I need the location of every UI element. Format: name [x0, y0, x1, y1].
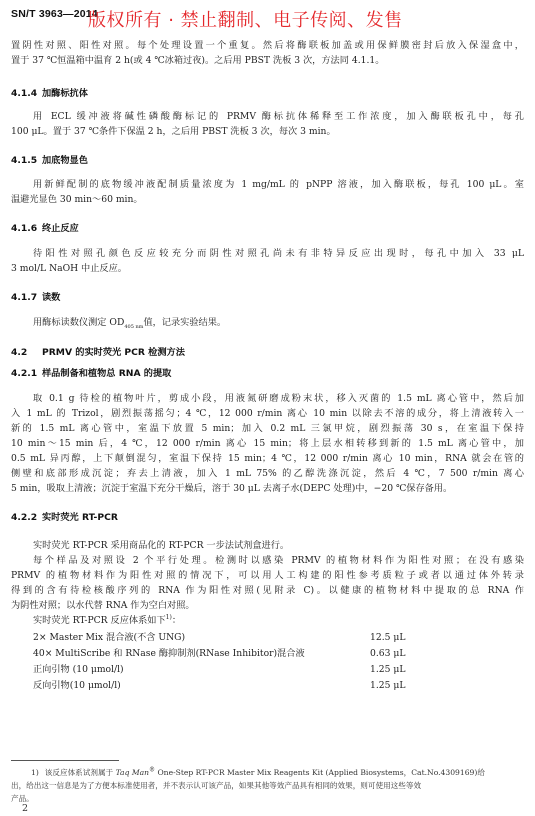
section-title: 终止反应	[42, 223, 79, 234]
s422-para-2-line: PRMV 的植物材料作为阳性对照的情况下，可以用人工构建的阳性参考质粒子或者以通过体外转录	[11, 570, 524, 581]
standard-code: SN/T 3963—2014	[11, 8, 98, 20]
s415-line-1: 用新鲜配制的底物缓冲液配制质量浓度为 1 mg/mL 的 pNPP 溶液，加入酶联板，每孔 100 μL。室	[33, 179, 524, 190]
s422-para-2-line: 每个样品及对照设 2 个平行处理。检测时以感染 PRMV 的植物材料作为阳性对照；在没有感染	[33, 555, 524, 566]
registered-mark: ®	[149, 766, 156, 774]
section-number: 4.2	[11, 347, 28, 358]
footnote-line-2: 出，给出这一信息是为了方便本标准使用者，并不表示认可该产品，如果其他等效产品具有相同的效果，则可使用这些等效	[11, 781, 422, 790]
reagent-amount: 1.25 μL	[370, 664, 406, 675]
s414-line-2: 100 μL。置于 37 ℃条件下保温 2 h，之后用 PBST 洗板 3 次，每次 3 min。	[11, 126, 336, 137]
s421-line: 入 1 mL 的 Trizol，剧烈振荡摇匀；4 ℃，12 000 r/min 离心 10 min 以除去不溶的成分，将上清液转入一	[11, 408, 524, 419]
section-title: 读数	[42, 292, 61, 303]
reagent-name: 2× Master Mix 混合液(不含 UNG)	[33, 632, 186, 643]
section-number: 4.1.5	[11, 155, 38, 166]
section-title: 加底物显色	[42, 155, 88, 166]
s417-text-b: 值，记录实验结果。	[143, 317, 227, 328]
section-title: 加酶标抗体	[42, 88, 88, 99]
section-number: 4.1.4	[11, 88, 38, 99]
section-4-2-1-heading	[11, 367, 171, 381]
section-4-1-4-heading	[11, 87, 88, 101]
intro-line-1: 置阴性对照、阳性对照。每个处理设置一个重复。然后将酶联板加盖或用保鲜膜密封后放入保湿盒中，	[11, 40, 524, 51]
s422-para-1: 实时荧光 RT-PCR 采用商品化的 RT-PCR 一步法试剂盒进行。	[33, 540, 290, 551]
section-number: 4.1.7	[11, 292, 38, 303]
footnote-brand: Taq Man	[115, 768, 150, 777]
section-number: 4.1.6	[11, 223, 38, 234]
page-number: 2	[22, 803, 29, 814]
s422-para-3	[11, 613, 524, 628]
footnote-rule	[11, 760, 119, 761]
s421-line: 侧壁和底部形成沉淀；弃去上清液，加入 1 mL 75% 的乙醇洗涤沉淀，然后 4 ℃，7 500 r/min 离心	[11, 468, 524, 479]
section-number: 4.2.2	[11, 512, 38, 523]
s422-para-3-colon: ：	[171, 615, 182, 626]
section-4-2-2-heading	[11, 511, 118, 525]
s416-line-1: 待阳性对照孔颜色反应较充分而阴性对照孔尚未有非特异反应出现时，每孔中加入 33 μL	[33, 248, 524, 259]
copyright-watermark: 版权所有 · 禁止翻制、电子传阅、发售	[88, 10, 403, 31]
reagent-amount: 12.5 μL	[370, 632, 406, 643]
section-title: 实时荧光 RT-PCR	[42, 512, 118, 523]
s421-line: 5 min，吸取上清液；沉淀于室温下充分干燥后，溶于 30 μL 去离子水(DEPC 处理)中，−20 ℃保存备用。	[11, 483, 453, 494]
footnote-ref-mark: 1)	[165, 613, 172, 621]
reagent-amount: 0.63 μL	[370, 648, 406, 659]
s421-line: 10 min～15 min 后，4 ℃，12 000 r/min 离心 15 min；将上层水相转移到新的 1.5 mL 离心管中，加	[11, 438, 524, 449]
reagent-amount: 1.25 μL	[370, 680, 406, 691]
footnote-mark: 1)	[31, 768, 39, 777]
reagent-name: 反向引物(10 μmol/l)	[33, 680, 121, 691]
s421-line: 0.5 mL 异丙醇，上下颠倒混匀，室温下保持 15 min；4 ℃，12 000 r/min 离心 10 min，RNA 就会在管的	[11, 453, 524, 464]
section-number: 4.2.1	[11, 368, 38, 379]
s421-line: 取 0.1 g 待检的植物叶片，剪成小段，用液氮研磨成粉末状，移入灭菌的 1.5 mL 离心管中，然后加	[33, 393, 524, 404]
reagent-name: 40× MultiScribe 和 RNase 酶抑制剂(RNase Inhibitor)混合液	[33, 648, 305, 659]
s422-para-2-line: 为阴性对照；以水代替 RNA 作为空白对照。	[11, 600, 195, 611]
footnote-line-3: 产品。	[11, 794, 34, 803]
section-4-1-6-heading	[11, 222, 79, 236]
s422-para-3-text: 实时荧光 RT-PCR 反应体系如下	[33, 615, 166, 626]
s417-text-a: 用酶标读数仪测定 OD	[33, 317, 125, 328]
intro-line-2: 置于 37 ℃恒温箱中温育 2 h(或 4 ℃冰箱过夜)。之后用 PBST 洗板 3 次，方法同 4.1.1。	[11, 55, 385, 66]
section-4-2-heading	[11, 346, 185, 360]
section-4-1-7-heading	[11, 291, 60, 305]
s416-line-2: 3 mol/L NaOH 中止反应。	[11, 263, 127, 274]
s415-line-2: 温避光显色 30 min～60 min。	[11, 194, 143, 205]
section-4-1-5-heading	[11, 154, 88, 168]
s421-line: 新的 1.5 mL 离心管中，室温下放置 5 min；加入 0.2 mL 三氯甲烷，剧烈振荡 30 s，在室温下保持	[11, 423, 524, 434]
od-wavelength-subscript: 405 nm	[124, 323, 144, 330]
footnote-text-a: 该反应体系试剂属于	[44, 768, 116, 777]
section-title: PRMV 的实时荧光 PCR 检测方法	[42, 347, 185, 358]
s417-line-1	[11, 315, 524, 330]
footnote-line-1	[11, 766, 524, 779]
s422-para-2-line: 得到的含有待检核酸序列的 RNA 作为阳性对照(见附录 C)。以健康的植物材料中提取的总 RNA 作	[11, 585, 524, 596]
section-title: 样品制备和植物总 RNA 的提取	[42, 368, 172, 379]
footnote-text-b: One-Step RT-PCR Master Mix Reagents Kit (Applied Biosystems，Cat.No.4309169)给	[155, 768, 485, 777]
reagent-name: 正向引物 (10 μmol/l)	[33, 664, 124, 675]
s414-line-1: 用 ECL 缓冲液将碱性磷酸酶标记的 PRMV 酶标抗体稀释至工作浓度，加入酶联板孔中，每孔	[33, 111, 524, 122]
